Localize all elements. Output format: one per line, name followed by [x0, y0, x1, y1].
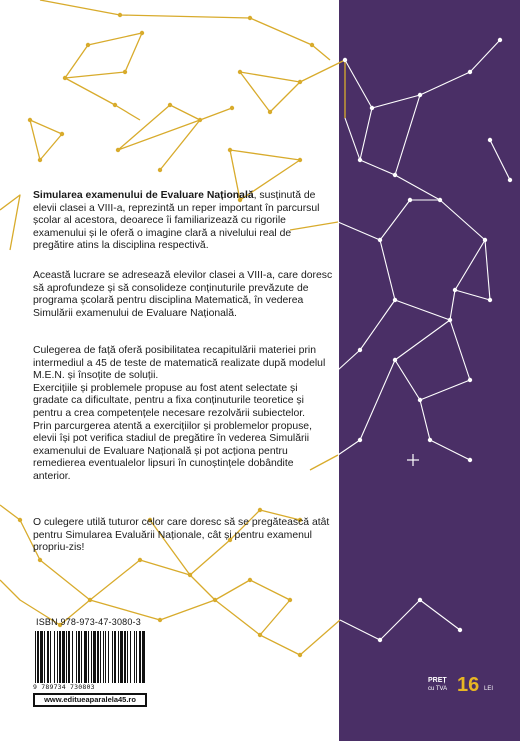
white-constellation-lines: [338, 40, 510, 640]
price-currency: LEI: [484, 686, 494, 692]
description-text-3: Prin parcurgerea atentă a exercițiilor și problemelor propuse, elevii își pot verifica stadiul de pregătire în vederea Simulării examenului de Evaluare Națională și pot acționa pentru remedierea eventualelor lipsuri în cunoștințele dobândite anterior.: [33, 420, 312, 482]
audience-text: Această lucrare se adresează elevilor clasei a VIII-a, care doresc să aprofundeze și să consolideze conținuturile prevăzute de programa școlară pentru disciplina Matematică, în vederea Simulării examenului de Evaluare Națională.: [33, 270, 333, 319]
closing-text: O culegere utilă tuturor celor care doresc să se pregătească atât pentru Simularea Evaluării Naționale, cât și pentru examenul propriu-zis!: [33, 517, 330, 554]
description-text-1: Culegerea de față oferă posibilitatea recapitulării materiei prin intermediul a 45 de teste de matematică realizate după modelul M.E.N. și însoțite de soluții.: [33, 345, 326, 382]
price-label: PREȚ: [428, 677, 447, 684]
isbn-label: ISBN 978-973-47-3080-3: [36, 617, 141, 627]
closing-paragraph: [33, 517, 333, 555]
description-block: [33, 345, 333, 484]
intro-bold-lead: Simularea examenului de Evaluare Națională: [33, 190, 254, 201]
gold-constellation-nodes: [18, 13, 314, 657]
barcode-number: 9 789734 730803: [33, 683, 95, 691]
audience-paragraph: [33, 270, 333, 320]
white-constellation-nodes: [343, 38, 512, 642]
description-text-2: Exercițiile și problemele propuse au fost atent selectate și gradate ca dificultate, pentru a fixa conținuturile teoretice și pentru a crea competențele necesare rezolvării subiectelor.: [33, 382, 306, 419]
barcode-icon: [33, 631, 145, 683]
price-value: 16: [457, 674, 480, 696]
intro-paragraph: [33, 190, 333, 253]
sparkle-icon: [407, 454, 419, 466]
publisher-website: www.editueaparalela45.ro: [33, 693, 147, 707]
price-tax-label: cu TVA: [428, 686, 448, 692]
intro-rest: , susținută de elevii clasei a VIII-a, reprezintă un reper important în parcursul școlar al acestora, deoarece îi familiarizează cu rigorile examenului și le oferă o imagine clară a nivelului real de pregătire atins la disciplina respectivă.: [33, 190, 320, 252]
